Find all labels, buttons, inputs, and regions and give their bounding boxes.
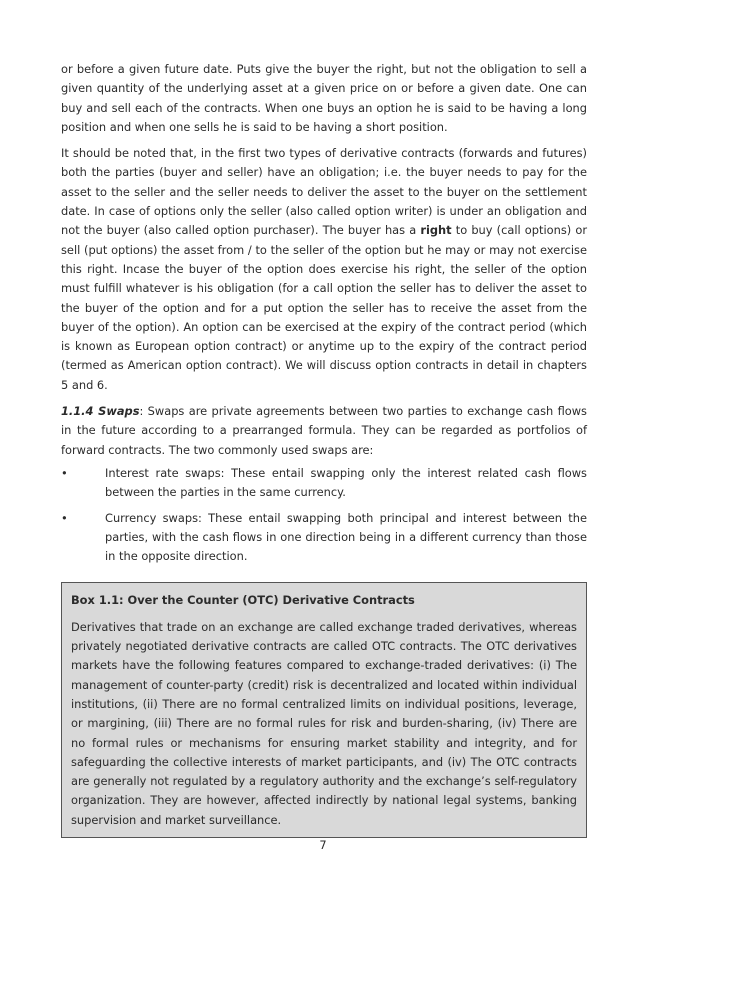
list-item-text: Currency swaps: These entail swapping both principal and interest between the parties, with the cash flows in one direction being in a different currency than those in the opposite direction. (105, 510, 587, 564)
paragraph-obligations-part2: to buy (call options) or sell (put options) the asset from / to the seller of the option but he may or may not exercise this right. Incase the buyer of the option does exercise his right, the seller of the option must fulfill whatever is his obligation (for a call option the seller has to deliver the asset to the buyer of the option and for a put option the seller has to receive the asset from the buyer of the option). An option can be exercised at the expiry of the contract period (which is known as European option contract) or anytime up to the expiry of the contract period (termed as American option contract). We will discuss option contracts in detail in chapters 5 and 6. (61, 223, 588, 392)
paragraph-obligations (61, 144, 587, 395)
document-page (61, 60, 587, 838)
otc-box-text: Derivatives that trade on an exchange are called exchange traded derivatives, whereas privately negotiated derivative contracts are called OTC contracts. The OTC derivatives markets have the following features compared to exchange-traded derivatives: (i) The management of counter-party (credit) risk is decentralized and located within individual institutions, (ii) There are no formal centralized limits on individual positions, leverage, or margining, (iii) There are no formal rules for risk and burden-sharing, (iv) There are no formal rules or mechanisms for ensuring market stability and integrity, and for safeguarding the collective interests of market participants, and (iv) The OTC contracts are generally not regulated by a regulatory authority and the exchange’s self-regulatory organization. They are however, affected indirectly by national legal systems, banking supervision and market surveillance. (71, 619, 577, 827)
otc-box-title: Box 1.1: Over the Counter (OTC) Derivative Contracts (71, 593, 415, 608)
bullet-symbol: • (61, 510, 68, 525)
swaps-intro-text: : Swaps are private agreements between two parties to exchange cash flows in the future according to a prearranged formula. They can be regarded as portfolios of forward contracts. The two commonly used swaps are: (61, 404, 587, 457)
page-number: 7 (319, 838, 327, 852)
paragraph-obligations-part1: It should be noted that, in the first two types of derivative contracts (forwards and futures) both the parties (buyer and seller) have an obligation; i.e. the buyer needs to pay for the asset to the seller and the seller needs to deliver the asset to the buyer on the settlement date. In case of options only the seller (also called option writer) is under an obligation and not the buyer (also called option purchaser). The buyer has a (61, 146, 587, 238)
list-item-text: Interest rate swaps: These entail swapping only the interest related cash flows between the parties in the same currency. (105, 465, 587, 500)
paragraph-puts-definition: or before a given future date. Puts give the buyer the right, but not the obligation to sell a given quantity of the underlying asset at a given price on or before a given date. One can buy and sell each of the contracts. When one buys an option he is said to be having a long position and when one sells he is said to be having a short position. (61, 62, 587, 134)
list-item-interest-rate-swaps (61, 464, 587, 503)
paragraph-obligations-bold-right: right (420, 223, 452, 238)
otc-box (61, 582, 587, 838)
section-heading-swaps: 1.1.4 Swaps (61, 404, 140, 419)
list-item-currency-swaps (61, 509, 587, 567)
paragraph-swaps (61, 402, 587, 460)
bullet-symbol: • (61, 465, 68, 480)
